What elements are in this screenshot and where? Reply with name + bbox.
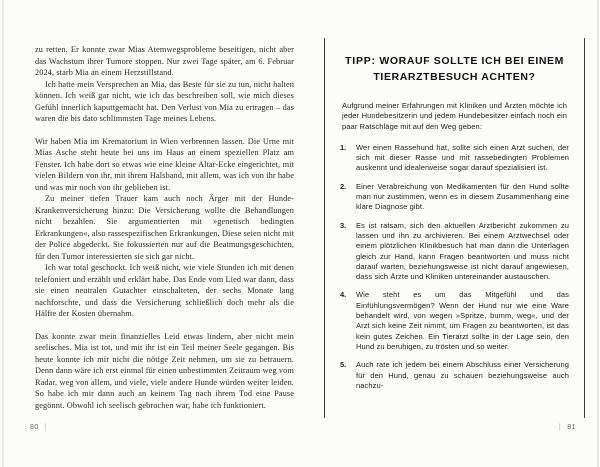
tip-item-number: 1. (340, 142, 347, 152)
left-page-body-text (35, 44, 294, 416)
tip-item-number: 2. (340, 181, 347, 191)
tip-list-item (340, 143, 569, 174)
tip-item-text: Es ist ratsam, sich den aktuellen Arztbericht zukommen zu lassen und ihn zu archivieren. Bei einem Arztwechsel oder einem plötzlichen Klinikbesuch hat man dann die Unterlagen gleich zur Hand, kann Fragen beantworten und muss nicht darauf warten, beziehungsweise ist nicht darauf angewiesen, dass sich Ärzte und Kliniken untereinander austauschen. (356, 220, 569, 282)
body-paragraph: Ich hatte mein Versprechen an Mia, das Beste für sie zu tun, nicht halten können. Ich weiß gar nicht, wie ich das beschreiben soll, wie mich dieses Gefühl innerlich kaputtgemacht hat. Den Verlust von Mia zu ertragen – das waren die bis dato schlimmsten Tage meines Lebens. (35, 79, 294, 123)
tip-box-title-prefix: TIPP: (345, 55, 376, 67)
folio-divider-left: | (44, 424, 48, 431)
tip-box (324, 38, 585, 418)
page-edge-right (597, 0, 599, 467)
tip-item-number: 5. (340, 360, 347, 370)
body-paragraph: Ich war total geschockt. Ich weiß nicht, wie viele Stunden ich mit denen telefoniert und erzählt und erklärt habe. Das Ende vom Lied war dann, dass sie einen neutralen Gutachter einschalteten, der sechs Monate lang nachforschte, und dass die Versicherung schließlich doch mehr als die Hälfte der Kosten übernahm. (35, 263, 294, 318)
tip-item-number: 4. (340, 290, 347, 300)
tip-list-item (340, 360, 569, 391)
page-number-right (553, 424, 576, 431)
tip-list-item (340, 221, 569, 283)
tip-item-number: 3. (340, 220, 347, 230)
body-paragraph: Wir haben Mia im Krematorium in Wien verbrennen lassen. Die Urne mit Mias Asche steht heute bei uns im Haus an einem speziellen Platz am Fenster. Ich habe dort so etwas wie eine kleine Altar-Ecke eingerichtet, mit vielen Bildern von ihr, mit ihrem Halsband, mit allem, was ich von ihr habe und was mir noch von ihr geblieben ist. (35, 136, 294, 192)
tip-box-title-main: WORAUF SOLLTE ICH BEI EINEM TIERARZTBESUCH ACHTEN? (373, 55, 564, 83)
tip-item-text: Wer einen Rassehund hat, sollte sich einen Arzt suchen, der sich mit dieser Rasse und mit rassebedingten Problemen auskennt und idealerweise sogar darauf spezialisiert ist. (356, 142, 569, 173)
tip-box-intro: Aufgrund meiner Erfahrungen mit Kliniken und Ärzten möchte ich jeder Hundebesitzerin und jedem Hundebesitzer einfach noch ein paar Ratschläge mit auf den Weg geben: (342, 101, 567, 131)
tip-list-item (340, 182, 569, 213)
folio-divider-right: | (558, 424, 562, 431)
body-paragraph: Zu meiner tiefen Trauer kam auch noch Ärger mit der Hunde-Krankenversicherung hinzu: Die Versicherung wollte die Behandlungen nicht bezahlen. Sie argumentierten mit »genetisch bedingten Erkrankungen«, also rassespezifischen Erkrankungen. Diese seien nicht mit der Police abgedeckt. Sie fokussierten nur auf die Beatmungsgeschichten, für den Tumor interessierten sie sich gar nicht. (35, 194, 294, 261)
body-paragraph: zu retten. Er konnte zwar Mias Atemwegsprobleme beseitigen, nicht aber das Wachstum ihrer Tumore stoppen. Nur zwei Tage später, am 6. Februar 2024, starb Mia an einem Herzstillstand. (35, 45, 294, 77)
tip-list-item (340, 290, 569, 352)
body-paragraph: Das konnte zwar mein finanzielles Leid etwas lindern, aber nicht mein seelisches. Mia ist tot, und mit ihr ist ein Teil meiner Seele gegangen. Bis heute konnte ich mir nicht die nötige Zeit nehmen, um sie zu betrauern. Denn dann wäre ich erst einmal für einen unbestimmten Zeitraum weg vom Radar, weg von allem, und viele, viele andere Hunde würden weiter leiden. So habe ich mir dann auch an keinem Tag nach ihrem Tod eine Pause gegönnt. Obwohl ich seelisch gebrochen war, habe ich funktioniert. (35, 331, 294, 410)
page-number-right-value: 81 (567, 424, 576, 431)
tip-item-text: Wie steht es um das Mitgefühl und das Einfühlungsvermögen? Wenn der Hund nur wie eine Ware behandelt wird, von wegen »Spritze, bumm, weg«, und der Arzt sich keine Zeit nimmt, um Fragen zu beantworten, ist das kein gutes Zeichen. Ein Tierarzt sollte in der Lage sein, den Hund zu beruhigen, zu trösten und so weiter. (356, 290, 569, 351)
page-edge-left (2, 0, 4, 467)
page-number-left-value: 80 (30, 424, 39, 431)
page-number-left (30, 424, 53, 431)
tip-item-text: Auch rate ich jedem bei einem Abschluss einer Versicherung für den Hund, genau zu schauen beziehungsweise auch nachzu- (356, 360, 569, 390)
tip-item-text: Einer Verabreichung von Medikamenten für den Hund sollte man nur zustimmen, wenn es in diesem Zusammenhang eine klare Diagnose gibt. (356, 181, 569, 212)
tip-list (340, 143, 569, 391)
tip-box-title (344, 53, 565, 85)
